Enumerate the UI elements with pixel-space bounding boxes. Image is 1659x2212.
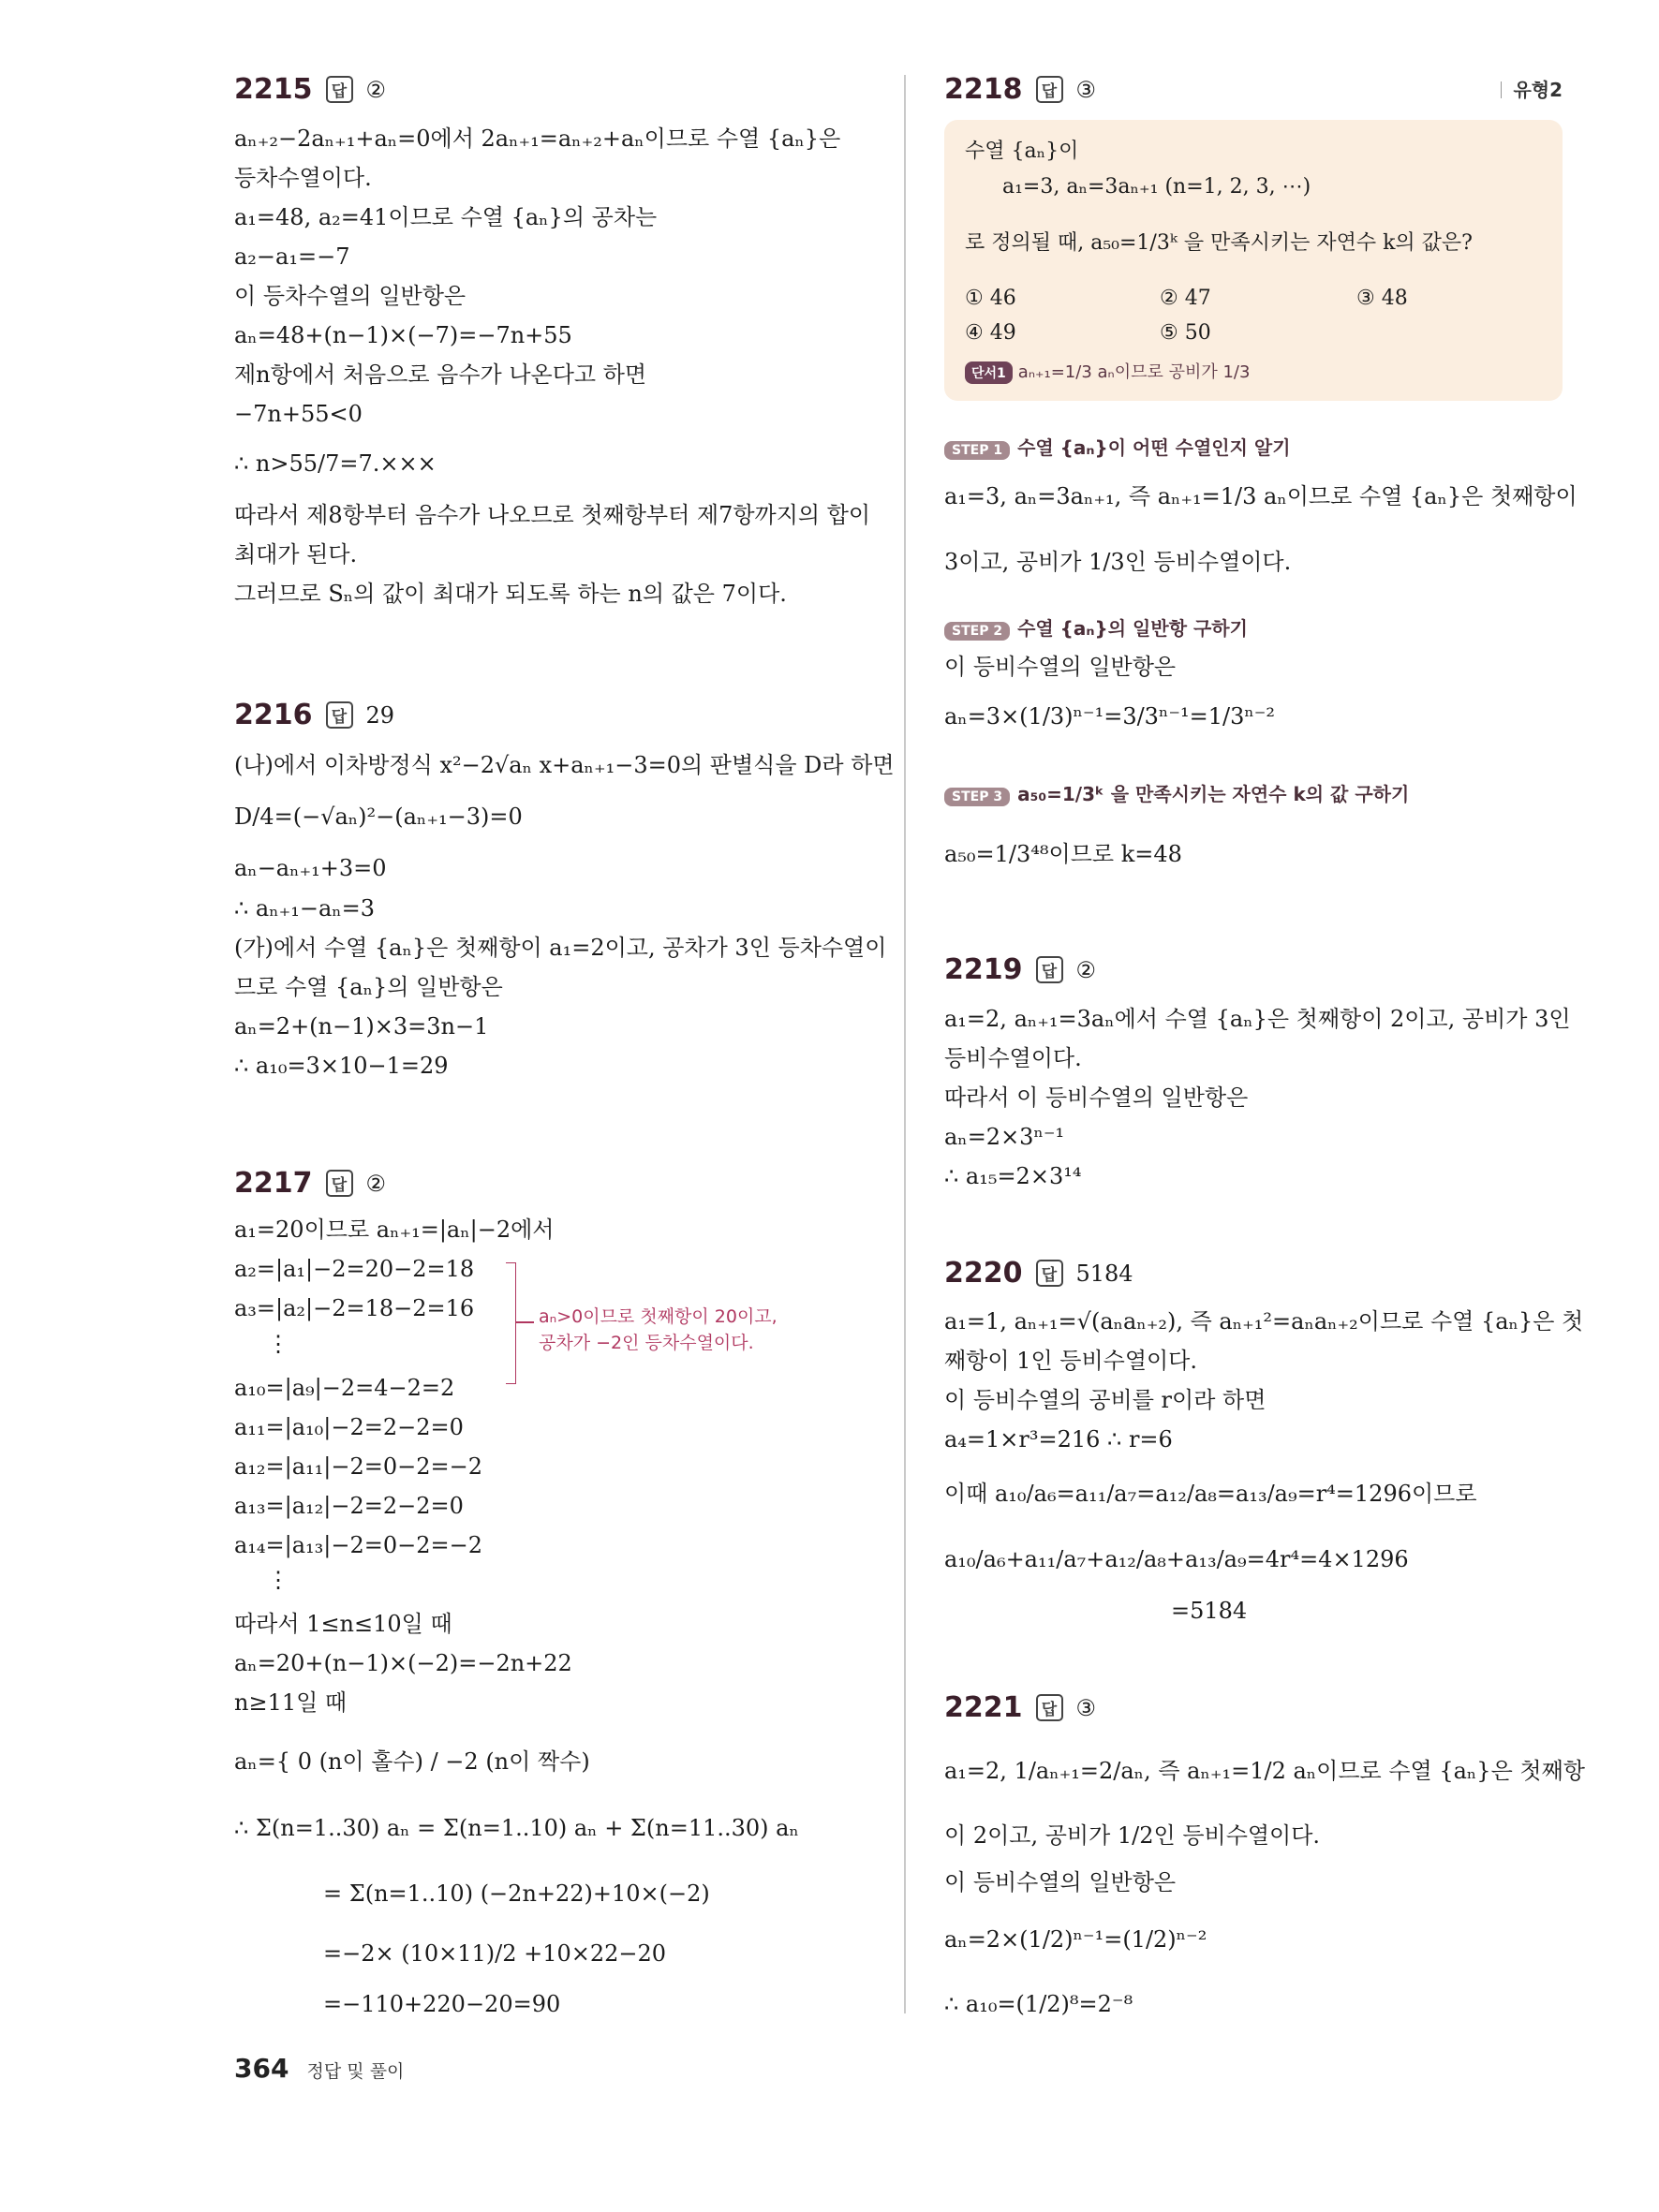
text-line: 최대가 된다. [234, 541, 358, 568]
text-line: a₁₀/a₆+a₁₁/a₇+a₁₂/a₈+a₁₃/a₉=4r⁴=4×1296 [944, 1546, 1409, 1572]
text-line: a₁₂=|a₁₁|−2=0−2=−2 [234, 1453, 483, 1480]
answer-icon: 답 [326, 76, 353, 103]
step-title: 수열 {aₙ}이 어떤 수열인지 알기 [1017, 436, 1291, 459]
text-line: 3이고, 공비가 1/3인 등비수열이다. [944, 549, 1292, 575]
answer-icon: 답 [326, 1170, 353, 1197]
text-line: ∴ n>55/7=7.××× [234, 450, 437, 477]
hint-text: aₙ₊₁=1/3 aₙ이므로 공비가 1/3 [1017, 362, 1251, 382]
text-line: a₄=1×r³=216 ∴ r=6 [944, 1426, 1173, 1453]
choice-4: ④ 49 [965, 321, 1016, 345]
text-line: 그러므로 Sₙ의 값이 최대가 되도록 하는 n의 값은 7이다. [234, 581, 787, 607]
annotation-arrow [515, 1321, 534, 1323]
answer-value: ③ [1075, 76, 1097, 103]
text-line: a₁₃=|a₁₂|−2=2−2=0 [234, 1493, 464, 1519]
text-line: 므로 수열 {aₙ}의 일반항은 [234, 974, 503, 1000]
problem-number: 2221 [944, 1691, 1023, 1724]
hint [965, 359, 1250, 384]
problem-2215-header [234, 73, 386, 106]
text-line: n≥11일 때 [234, 1689, 348, 1716]
text-line: 째항이 1인 등비수열이다. [944, 1348, 1197, 1374]
problem-number: 2216 [234, 699, 313, 731]
step-badge: STEP 2 [944, 622, 1010, 641]
annotation-bracket [506, 1262, 516, 1384]
text-line: ∴ a₁₀=(1/2)⁸=2⁻⁸ [944, 1991, 1133, 2017]
text-line: 이때 a₁₀/a₆=a₁₁/a₇=a₁₂/a₈=a₁₃/a₉=r⁴=1296이므로 [944, 1481, 1477, 1507]
answer-value: ② [365, 76, 387, 103]
box-line: a₁=3, aₙ=3aₙ₊₁ (n=1, 2, 3, ⋯) [1002, 175, 1311, 199]
answer-value: ② [1075, 956, 1097, 983]
answer-value: ② [365, 1170, 387, 1197]
step-badge: STEP 1 [944, 441, 1010, 460]
text-line: ⋮ [267, 1331, 289, 1357]
step-title: 수열 {aₙ}의 일반항 구하기 [1017, 617, 1248, 640]
text-line: −7n+55<0 [234, 401, 363, 427]
text-line: aₙ=20+(n−1)×(−2)=−2n+22 [234, 1650, 572, 1676]
text-line: D/4=(−√aₙ)²−(aₙ₊₁−3)=0 [234, 804, 523, 830]
text-line: a₃=|a₂|−2=18−2=16 [234, 1295, 475, 1321]
problem-number: 2217 [234, 1167, 313, 1200]
text-line: =−2× (10×11)/2 +10×22−20 [323, 1940, 667, 1967]
text-line: 따라서 이 등비수열의 일반항은 [944, 1084, 1249, 1111]
choice-1: ① 46 [965, 287, 1016, 310]
text-line: a₂−a₁=−7 [234, 243, 350, 270]
text-line: a₁=1, aₙ₊₁=√(aₙaₙ₊₂), 즉 aₙ₊₁²=aₙaₙ₊₂이므로 수열 {aₙ}은 첫 [944, 1308, 1584, 1335]
answer-icon: 답 [1036, 1694, 1063, 1721]
text-line: a₁=3, aₙ=3aₙ₊₁, 즉 aₙ₊₁=1/3 aₙ이므로 수열 {aₙ}은 첫째항이 [944, 483, 1578, 509]
text-line: aₙ−aₙ₊₁+3=0 [234, 855, 387, 881]
annotation-line: aₙ>0이므로 첫째항이 20이고, [539, 1306, 778, 1327]
text-line: ⋮ [267, 1567, 289, 1593]
box-line: 로 정의될 때, a₅₀=1/3ᵏ 을 만족시키는 자연수 k의 값은? [965, 231, 1473, 255]
annotation-note [539, 1304, 778, 1356]
step-3 [944, 779, 1409, 806]
problem-box [944, 120, 1563, 401]
text-line: = Σ(n=1..10) (−2n+22)+10×(−2) [323, 1880, 710, 1907]
box-line: 수열 {aₙ}이 [965, 140, 1079, 163]
problem-2217-header [234, 1167, 386, 1200]
text-line: a₁₀=|a₉|−2=4−2=2 [234, 1375, 455, 1401]
column-divider [904, 75, 906, 2013]
problem-2220-header [944, 1257, 1133, 1290]
page-footer [234, 2053, 404, 2084]
text-line: aₙ=2+(n−1)×3=3n−1 [234, 1013, 489, 1040]
text-line: a₁₄=|a₁₃|−2=0−2=−2 [234, 1532, 483, 1558]
text-line: a₁=2, 1/aₙ₊₁=2/aₙ, 즉 aₙ₊₁=1/2 aₙ이므로 수열 {aₙ}은 첫째항 [944, 1758, 1585, 1784]
step-title: a₅₀=1/3ᵏ 을 만족시키는 자연수 k의 값 구하기 [1017, 783, 1410, 805]
choice-3: ③ 48 [1356, 287, 1408, 310]
text-line: a₁=2, aₙ₊₁=3aₙ에서 수열 {aₙ}은 첫째항이 2이고, 공비가 3인 [944, 1006, 1571, 1032]
problem-number: 2219 [944, 953, 1023, 986]
step-1 [944, 433, 1291, 460]
text-line: ∴ Σ(n=1..30) aₙ = Σ(n=1..10) aₙ + Σ(n=11..30) aₙ [234, 1815, 799, 1841]
text-line: a₁=48, a₂=41이므로 수열 {aₙ}의 공차는 [234, 204, 658, 230]
choice-2: ② 47 [1160, 287, 1211, 310]
text-line: 제n항에서 처음으로 음수가 나온다고 하면 [234, 361, 647, 388]
text-line: a₁=20이므로 aₙ₊₁=|aₙ|−2에서 [234, 1217, 555, 1243]
answer-value: 29 [365, 701, 395, 729]
text-line: 이 등비수열의 공비를 r이라 하면 [944, 1387, 1266, 1413]
page-number: 364 [234, 2053, 289, 2084]
problem-number: 2218 [944, 73, 1023, 106]
problem-2221-header [944, 1691, 1096, 1724]
problem-number: 2220 [944, 1257, 1023, 1290]
text-line: =−110+220−20=90 [323, 1991, 561, 2017]
annotation-line: 공차가 −2인 등차수열이다. [539, 1333, 754, 1353]
answer-value: 5184 [1075, 1260, 1133, 1287]
text-line: ∴ aₙ₊₁−aₙ=3 [234, 895, 376, 922]
text-line: aₙ=2×3ⁿ⁻¹ [944, 1124, 1065, 1150]
footer-title: 정답 및 풀이 [306, 2061, 405, 2082]
text-line: aₙ=2×(1/2)ⁿ⁻¹=(1/2)ⁿ⁻² [944, 1926, 1207, 1953]
problem-2216-header [234, 699, 394, 731]
answer-value: ③ [1075, 1694, 1097, 1721]
answer-icon: 답 [1036, 76, 1063, 103]
text-line: a₅₀=1/3⁴⁸이므로 k=48 [944, 841, 1182, 867]
step-2 [944, 613, 1248, 641]
text-line: ∴ a₁₀=3×10−1=29 [234, 1053, 449, 1079]
text-line: 등비수열이다. [944, 1045, 1082, 1071]
text-line: a₂=|a₁|−2=20−2=18 [234, 1256, 475, 1282]
text-line: ∴ a₁₅=2×3¹⁴ [944, 1163, 1082, 1189]
text-line: aₙ₊₂−2aₙ₊₁+aₙ=0에서 2aₙ₊₁=aₙ₊₂+aₙ이므로 수열 {aₙ}은 [234, 125, 841, 152]
text-line: 따라서 1≤n≤10일 때 [234, 1611, 452, 1637]
text-line: 이 등차수열의 일반항은 [234, 283, 467, 309]
section-tag: 유형2 [1501, 75, 1563, 102]
step-badge: STEP 3 [944, 788, 1010, 806]
problem-2218-header [944, 73, 1096, 106]
text-line: a₁₁=|a₁₀|−2=2−2=0 [234, 1414, 464, 1440]
answer-icon: 답 [1036, 1260, 1063, 1287]
text-line: 이 등비수열의 일반항은 [944, 654, 1177, 680]
text-line: 등차수열이다. [234, 165, 372, 191]
text-line: 이 2이고, 공비가 1/2인 등비수열이다. [944, 1822, 1321, 1849]
text-line: 이 등비수열의 일반항은 [944, 1869, 1177, 1895]
answer-icon: 답 [1036, 956, 1063, 983]
text-line: aₙ={ 0 (n이 홀수) / −2 (n이 짝수) [234, 1748, 590, 1775]
problem-number: 2215 [234, 73, 313, 106]
text-line: aₙ=3×(1/3)ⁿ⁻¹=3/3ⁿ⁻¹=1/3ⁿ⁻² [944, 703, 1276, 730]
text-line: (나)에서 이차방정식 x²−2√aₙ x+aₙ₊₁−3=0의 판별식을 D라 하면 [234, 752, 895, 778]
text-line: =5184 [1171, 1598, 1248, 1624]
text-line: aₙ=48+(n−1)×(−7)=−7n+55 [234, 322, 572, 348]
answer-icon: 답 [326, 701, 353, 729]
problem-2219-header [944, 953, 1096, 986]
choice-5: ⑤ 50 [1160, 321, 1211, 345]
text-line: (가)에서 수열 {aₙ}은 첫째항이 a₁=2이고, 공차가 3인 등차수열이 [234, 935, 887, 961]
hint-badge: 단서1 [965, 361, 1013, 384]
text-line: 따라서 제8항부터 음수가 나오므로 첫째항부터 제7항까지의 합이 [234, 502, 871, 528]
